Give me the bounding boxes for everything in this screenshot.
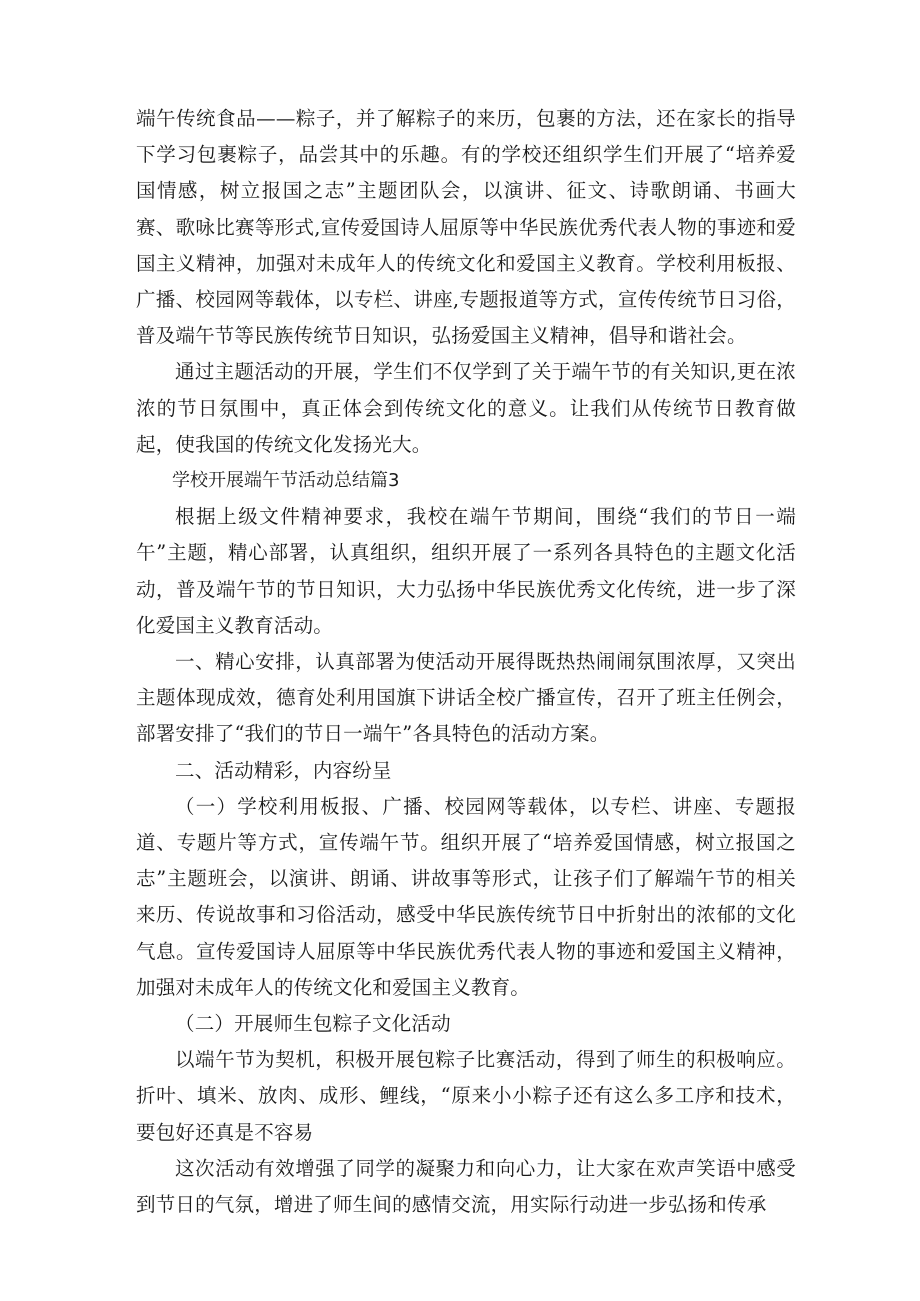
paragraph-4: 一、精心安排，认真部署为使活动开展得既热热闹闹氛围浓厚，又突出主题体现成效，德育处利用国旗下讲话全校广播宣传，召开了班主任例会，部署安排了“我们的节日一端午”各具特色的活动方案。 xyxy=(136,650,796,746)
paragraph-8: 以端午节为契机，积极开展包粽子比赛活动，得到了师生的积极响应。折叶、填米、放肉、成形、鲤线，“原来小小粽子还有这么多工序和技术，要包好还真是不容易 xyxy=(136,1048,796,1144)
document-body xyxy=(136,101,796,1223)
paragraph-5: 二、活动精彩，内容纷呈 xyxy=(175,758,392,782)
paragraph-3: 根据上级文件精神要求，我校在端午节期间，围绕“我们的节日一端午”主题，精心部署，认真组织，组织开展了一系列各具特色的主题文化活动，普及端午节的节日知识，大力弘扬中华民族优秀文化传统，进一步了深化爱国主义教育活动。 xyxy=(136,505,796,637)
paragraph-9: 这次活动有效增强了同学的凝聚力和向心力，让大家在欢声笑语中感受到节日的气氛，增进了师生间的感情交流，用实际行动进一步弘扬和传承 xyxy=(136,1156,796,1217)
paragraph-2: 通过主题活动的开展，学生们不仅学到了关于端午节的有关知识,更在浓浓的节日氛围中，真正体会到传统文化的意义。让我们从传统节日教育做起，使我国的传统文化发扬光大。 xyxy=(136,360,796,456)
paragraph-1: 端午传统食品——粽子，并了解粽子的来历，包裹的方法，还在家长的指导下学习包裹粽子，品尝其中的乐趣。有的学校还组织学生们开展了“培养爱国情感，树立报国之志”主题团队会，以演讲、征文、诗歌朗诵、书画大赛、歌咏比赛等形式,宣传爱国诗人屈原等中华民族优秀代表人物的事迹和爱国主义精神，加强对未成年人的传统文化和爱国主义教育。学校利用板报、广播、校园网等载体，以专栏、讲座,专题报道等方式，宣传传统节日习俗，普及端午节等民族传统节日知识，弘扬爱国主义精神，倡导和谐社会。 xyxy=(136,107,796,348)
paragraph-7: （二）开展师生包粽子文化活动 xyxy=(175,1012,451,1036)
section-heading: 学校开展端午节活动总结篇3 xyxy=(172,470,400,492)
paragraph-6: （一）学校利用板报、广播、校园网等载体，以专栏、讲座、专题报道、专题片等方式，宣传端午节。组织开展了“培养爱国情感，树立报国之志”主题班会，以演讲、朗诵、讲故事等形式，让孩子们了解端午节的相关来历、传说故事和习俗活动，感受中华民族传统节日中折射出的浓郁的文化气息。宣传爱国诗人屈原等中华民族优秀代表人物的事迹和爱国主义精神，加强对未成年人的传统文化和爱国主义教育。 xyxy=(136,794,796,999)
